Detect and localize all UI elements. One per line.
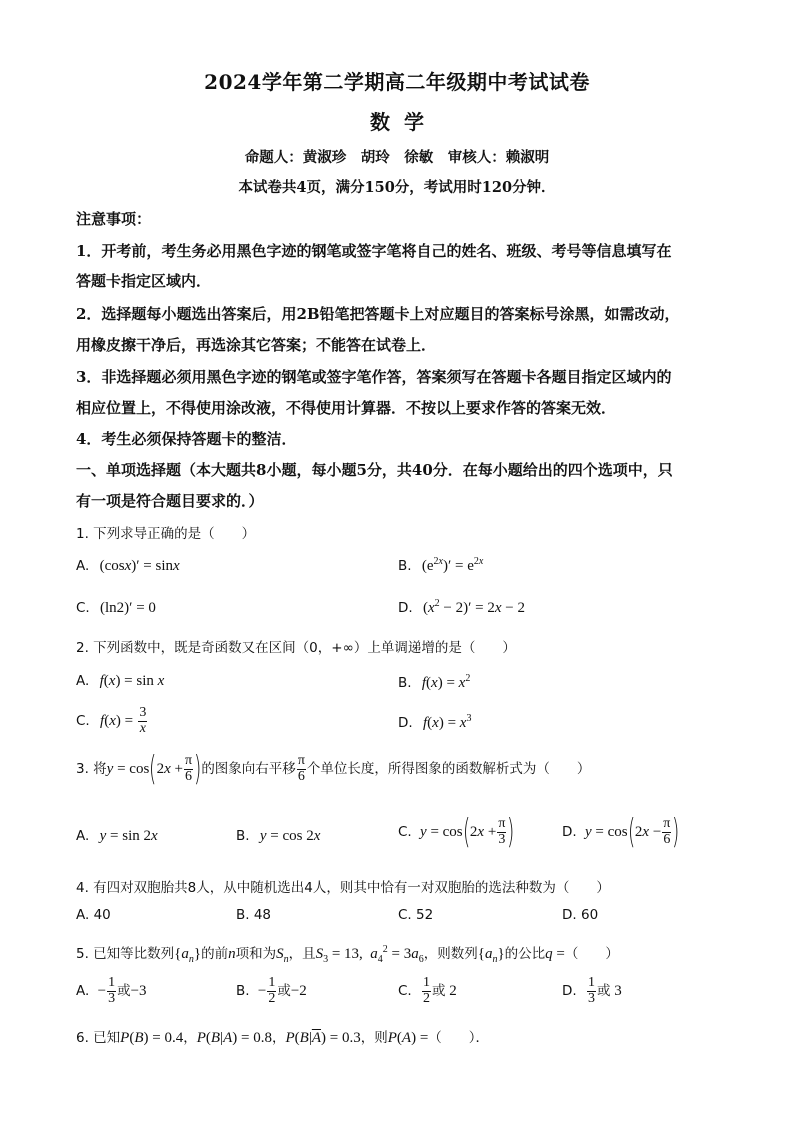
question-5-option-c: C. $\frac{1}{2}$ 或 2 <box>398 975 457 1006</box>
question-4-option-c: C. 52 <box>398 907 434 923</box>
authors-line: 命题人：黄淑珍 胡玲 徐敏 审核人：赖淑明 <box>244 149 550 166</box>
question-2-option-a: A. f(x) = sin x <box>76 673 165 689</box>
notice-heading: 注意事项： <box>76 210 152 228</box>
question-1-option-b: B. $(e^{2x})' = e^{2x}$ <box>398 556 484 574</box>
notice-line-3: 2．选择题每小题选出答案后，用2B铅笔把答题卡上对应题目的答案标号涂黑，如需改动， <box>76 305 680 323</box>
exam-title: 2024学年第二学期高二年级期中考试试卷 <box>204 70 590 94</box>
notice-line-7: 4．考生必须保持答题卡的整洁． <box>76 430 297 448</box>
question-1-option-c: C. (ln2)′ = 0 <box>76 600 156 616</box>
notice-line-2: 答题卡指定区域内． <box>76 272 212 290</box>
question-3-option-c: C. y = cos(2x + $\frac{\pi}{3}$ ) <box>398 812 515 852</box>
question-4-option-b: B. 48 <box>236 907 272 923</box>
question-6-stem: 6. 已知P(B) = 0.4，P(B|A) = 0.8，$P(B|\overline{A}) = 0.3$，则P(A) =（ ）． <box>76 1030 490 1046</box>
question-3-option-b: B. y = cos 2x <box>236 828 321 844</box>
question-2-option-b: B. $f(x) = x^2$ <box>398 673 471 691</box>
notice-line-5: 3．非选择题必须用黑色字迹的钢笔或签字笔作答，答案须写在答题卡各题目指定区域内的 <box>76 368 672 386</box>
question-5-stem: 5. 已知等比数列$\{a_n\}$的前n项和为$S_n$，且$S_3 = 13$, $a_4^2 = 3a_6$，则数列$\{a_n\}$的公比q =（ ） <box>76 944 619 965</box>
question-1-option-d: D. $(x^2 - 2)' = 2x - 2$ <box>398 598 525 616</box>
question-1-option-a: A. (cosx)′ = sinx <box>76 558 180 574</box>
subject-title: 数学 <box>370 110 438 134</box>
fraction-3-over-x: $\frac{3}{x}$ <box>139 705 147 736</box>
question-4-option-a: A. 40 <box>76 907 111 923</box>
notice-line-6: 相应位置上，不得使用涂改液，不得使用计算器．不按以上要求作答的答案无效． <box>76 399 617 417</box>
exam-info-line: 本试卷共4页，满分150分，考试用时120分钟． <box>238 179 556 196</box>
question-2-option-c: C. f(x) = $\frac{3}{x}$ <box>76 705 147 736</box>
section-heading-line-2: 有一项是符合题目要求的．） <box>76 492 264 510</box>
question-2-stem: 2. 下列函数中，既是奇函数又在区间（0，+∞）上单调递增的是（ ） <box>76 640 516 656</box>
question-3-option-d: D. y = cos(2x − $\frac{\pi}{6}$ ) <box>562 812 680 852</box>
question-5-option-b: B. − $\frac{1}{2}$ 或−2 <box>236 975 307 1006</box>
question-5-option-d: D. $\frac{1}{3}$ 或 3 <box>562 975 622 1006</box>
section-heading-line-1: 一、单项选择题（本大题共8小题，每小题5分，共40分．在每小题给出的四个选项中，只 <box>76 461 673 479</box>
notice-line-4: 用橡皮擦干净后，再选涂其它答案；不能答在试卷上． <box>76 336 437 354</box>
question-4-option-d: D. 60 <box>562 907 599 923</box>
question-3-stem: 3. 将y = cos(2x + $\frac{\pi}{6}$ )的图象向右平移 $\frac{\pi}{6}$ 个单位长度，所得图象的函数解析式为（ ） <box>76 749 591 789</box>
question-2-option-d: D. $f(x) = x^3$ <box>398 713 472 731</box>
question-1-stem: 1. 下列求导正确的是（ ） <box>76 526 256 542</box>
question-5-option-a: A. − $\frac{1}{3}$ 或−3 <box>76 975 147 1006</box>
notice-line-1: 1．开考前，考生务必用黑色字迹的钢笔或签字笔将自己的姓名、班级、考号等信息填写在 <box>76 242 672 260</box>
question-4-stem: 4. 有四对双胞胎共8人，从中随机选出4人，则其中恰有一对双胞胎的选法种数为（ ） <box>76 880 610 896</box>
question-3-option-a: A. y = sin 2x <box>76 828 158 844</box>
